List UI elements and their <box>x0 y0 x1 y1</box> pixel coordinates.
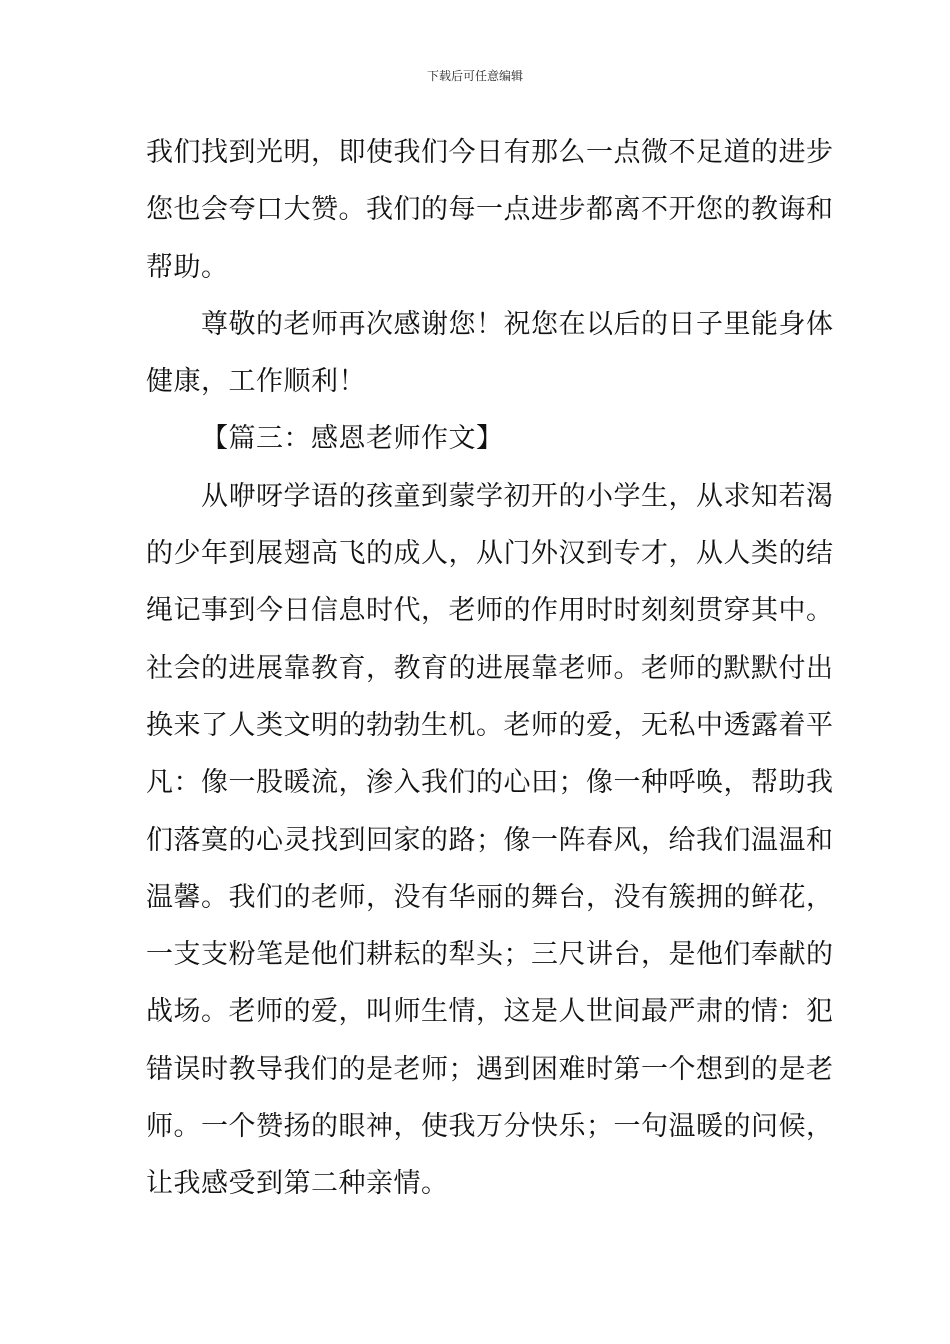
text-line: 我们找到光明，即使我们今日有那么一点微不足道的进步 <box>146 137 834 168</box>
page-header: 下载后可任意编辑 <box>426 69 523 83</box>
text-line: 社会的进展靠教育，教育的进展靠老师。老师的默默付出 <box>146 652 834 684</box>
section-heading: 【篇三：感恩老师作文】 <box>201 423 504 455</box>
text-line: 从咿呀学语的孩童到蒙学初开的小学生，从求知若渴 <box>201 480 834 512</box>
text-line: 一支支粉笔是他们耕耘的犁头；三尺讲台，是他们奉献的 <box>146 939 834 971</box>
text-line: 您也会夸口大赞。我们的每一点进步都离不开您的教诲和 <box>146 194 834 226</box>
text-line: 尊敬的老师再次感谢您！祝您在以后的日子里能身体 <box>201 308 834 340</box>
text-line: 温馨。我们的老师，没有华丽的舞台，没有簇拥的鲜花， <box>146 881 834 913</box>
text-line: 凡：像一股暖流，渗入我们的心田；像一种呼唤，帮助我 <box>146 767 834 799</box>
text-line: 换来了人类文明的勃勃生机。老师的爱，无私中透露着平 <box>146 709 834 741</box>
text-line: 帮助。 <box>146 251 229 283</box>
text-line: 战场。老师的爱，叫师生情，这是人世间最严肃的情：犯 <box>146 996 834 1028</box>
text-line: 们落寞的心灵找到回家的路；像一阵春风，给我们温温和 <box>146 824 834 856</box>
document-body <box>146 124 834 1213</box>
text-line: 让我感受到第二种亲情。 <box>146 1168 449 1200</box>
text-line: 师。一个赞扬的眼神，使我万分快乐；一句温暖的问候， <box>146 1111 834 1143</box>
text-line: 错误时教导我们的是老师；遇到困难时第一个想到的是老 <box>146 1053 834 1085</box>
text-line: 的少年到展翅高飞的成人，从门外汉到专才，从人类的结 <box>146 538 834 570</box>
text-line: 绳记事到今日信息时代，老师的作用时时刻刻贯穿其中。 <box>146 595 834 627</box>
text-line: 健康，工作顺利！ <box>146 366 366 398</box>
